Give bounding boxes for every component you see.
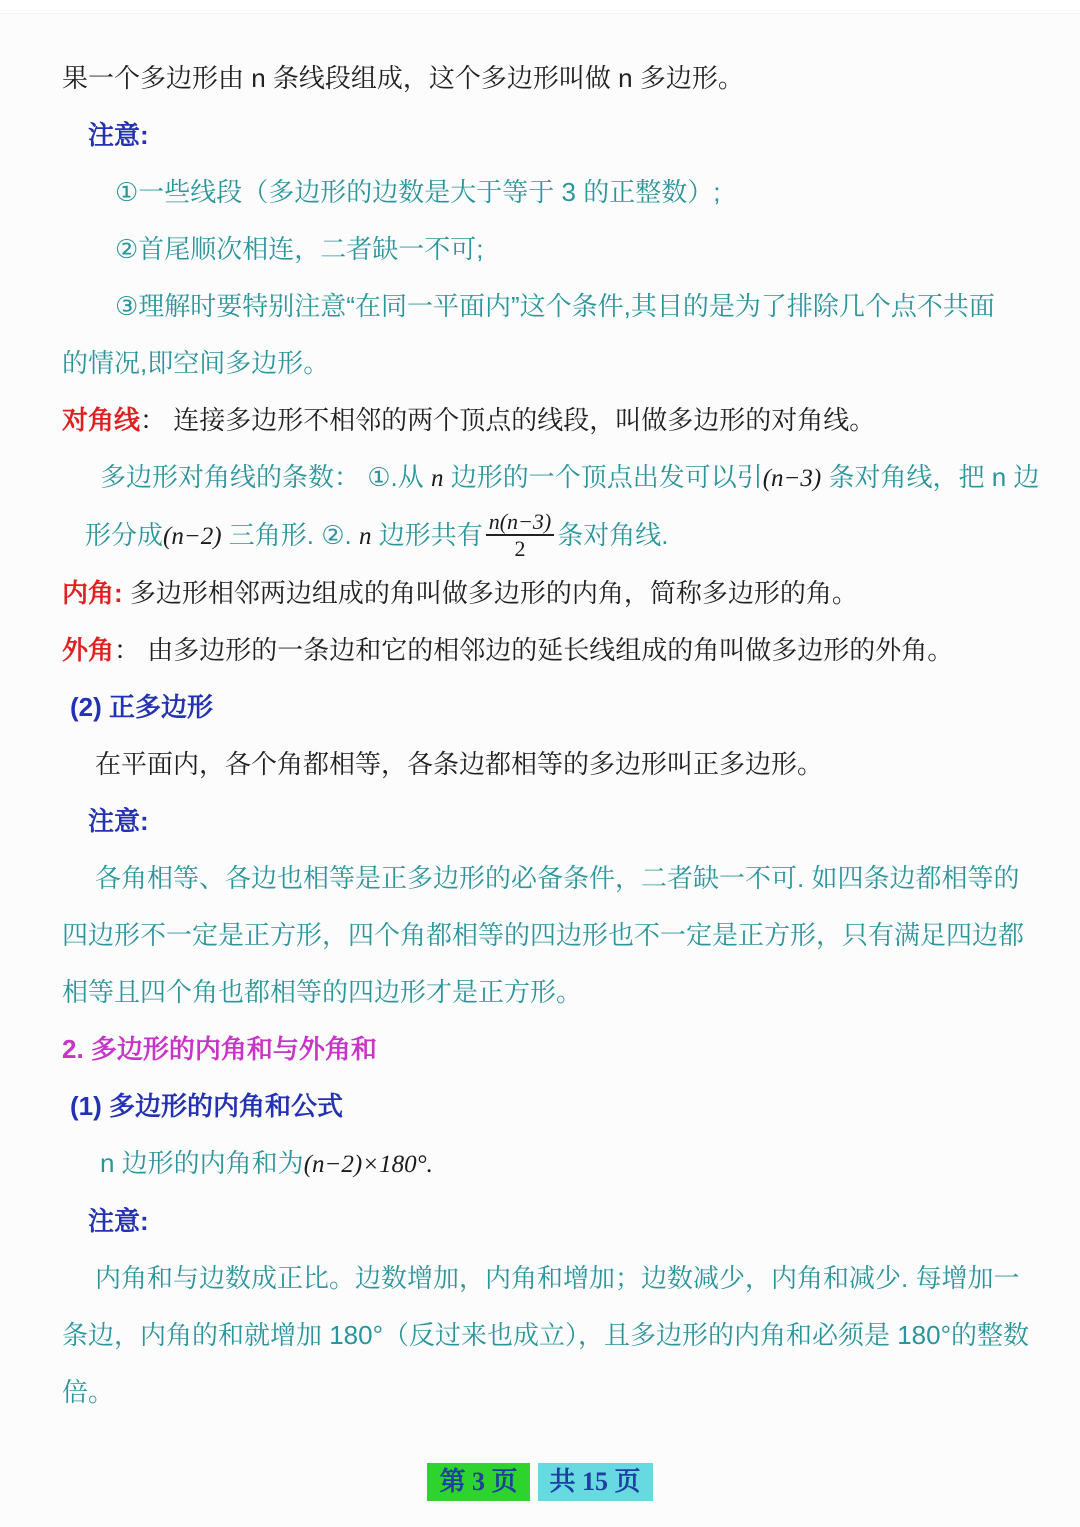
text-segment: ②首尾顺次相连，二者缺一不可; [115, 234, 484, 264]
subsection-1-heading [62, 1078, 1040, 1135]
note3-line1 [62, 1250, 1040, 1307]
page-top-margin [0, 0, 1080, 14]
text-segment: 各角相等、各边也相等是正多边形的必备条件，二者缺一不可. 如四条边都相等的 [95, 863, 1020, 893]
text-segment: 形分成 [85, 520, 164, 550]
note1-item-3a [62, 278, 1040, 335]
text-segment: n [430, 465, 444, 492]
interior-angle-definition [62, 565, 1040, 622]
document-lines [62, 50, 1040, 1421]
text-segment: (1) 多边形的内角和公式 [70, 1091, 344, 1121]
intro-line [62, 50, 1040, 107]
interior-sum-formula [62, 1135, 1040, 1193]
diagonal-definition [62, 392, 1040, 449]
note-label-2 [62, 793, 1040, 850]
regular-polygon-definition [62, 736, 1040, 793]
section-2-heading [62, 679, 1040, 736]
text-segment: 边形的一个顶点出发可以引 [443, 462, 763, 492]
note3-line3 [62, 1364, 1040, 1421]
text-segment: 内角: [62, 578, 123, 608]
text-segment: ①一些线段（多边形的边数是大于等于 3 的正整数）; [115, 177, 721, 207]
diagonal-count-line1 [62, 449, 1040, 507]
text-segment: 边形共有 [371, 520, 483, 550]
text-segment: 果一个多边形由 n 条线段组成，这个多边形叫做 n 多边形。 [62, 63, 744, 93]
note-label-3 [62, 1193, 1040, 1250]
note2-line1 [62, 850, 1040, 907]
text-segment: (n−3) [762, 465, 822, 492]
text-segment: 由多边形的一条边和它的相邻边的延长线组成的角叫做多边形的外角。 [147, 635, 954, 665]
text-segment: 相等且四个角也都相等的四边形才是正方形。 [62, 977, 583, 1007]
text-segment: 多边形对角线的条数： ①.从 [100, 462, 431, 492]
page-footer [40, 1463, 1040, 1501]
text-segment: 连接多边形不相邻的两个顶点的线段，叫做多边形的对角线。 [173, 405, 876, 435]
note3-line2 [62, 1307, 1040, 1364]
text-segment: n 边形的内角和为 [100, 1148, 304, 1178]
text-segment: 2. 多边形的内角和与外角和 [62, 1034, 377, 1064]
text-segment: 内角和与边数成正比。边数增加，内角和增加；边数减少，内角和减少. 每增加一 [95, 1263, 1020, 1293]
text-segment: 注意: [88, 1206, 149, 1236]
page-total-badge: 共 15 页 [538, 1463, 653, 1501]
text-segment: ： [140, 405, 174, 435]
text-segment: 条对角线. [557, 520, 669, 550]
text-segment: 对角线 [62, 405, 141, 435]
note1-item-2 [62, 221, 1040, 278]
note1-item-1 [62, 164, 1040, 221]
text-segment: 多边形相邻两边组成的角叫做多边形的内角，简称多边形的角。 [122, 578, 858, 608]
text-segment: 条对角线，把 n 边 [821, 462, 1040, 492]
note-label-1 [62, 107, 1040, 164]
text-segment: 的情况,即空间多边形。 [62, 348, 330, 378]
fraction: $\frac{n(n-3)}{2}$ [486, 509, 555, 562]
text-segment: 注意: [88, 120, 149, 150]
text-segment: (n−2)×180°. [303, 1151, 433, 1178]
text-segment: (n−2) [163, 523, 222, 550]
text-segment: 在平面内，各个角都相等，各条边都相等的多边形叫正多边形。 [95, 749, 824, 779]
diagonal-count-line2 [62, 507, 1040, 565]
text-segment: ： [114, 635, 148, 665]
text-segment: (2) 正多边形 [70, 692, 214, 722]
text-segment: 外角 [62, 635, 115, 665]
chapter-2-heading [62, 1021, 1040, 1078]
text-segment: 倍。 [62, 1377, 115, 1407]
text-segment: ③理解时要特别注意“在同一平面内”这个条件,其目的是为了排除几个点不共面 [115, 291, 995, 321]
note2-line3 [62, 964, 1040, 1021]
page-number-badge: 第 3 页 [427, 1463, 529, 1501]
note1-item-3b [62, 335, 1040, 392]
text-segment: 四边形不一定是正方形，四个角都相等的四边形也不一定是正方形，只有满足四边都 [62, 920, 1025, 950]
note2-line2 [62, 907, 1040, 964]
text-segment: 注意: [88, 806, 149, 836]
exterior-angle-definition [62, 622, 1040, 679]
text-segment: 条边，内角的和就增加 180°（反过来也成立），且多边形的内角和必须是 180°的整数 [62, 1320, 1030, 1350]
text-segment: 三角形. ②. [221, 520, 359, 550]
text-segment: n [358, 523, 372, 550]
